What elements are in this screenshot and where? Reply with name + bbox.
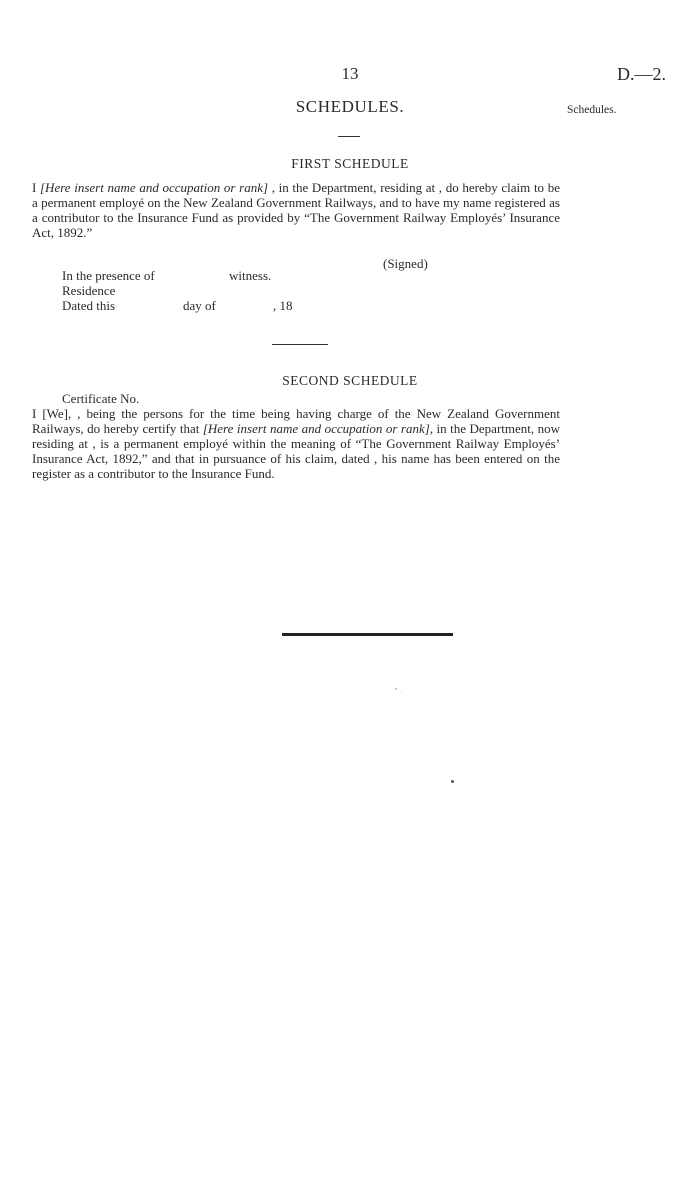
second-schedule-paragraph	[32, 406, 560, 481]
page-title: SCHEDULES.	[295, 97, 405, 116]
second-schedule-heading: SECOND SCHEDULE	[282, 373, 418, 388]
first-schedule-paragraph	[32, 180, 560, 240]
residence-label: Residence	[62, 283, 116, 298]
end-rule	[282, 633, 453, 636]
document-code: D.—2.	[617, 64, 666, 84]
ink-speck	[451, 780, 454, 783]
witness-label: witness.	[229, 268, 272, 283]
day-of-label: day of	[183, 298, 216, 313]
dated-label: Dated this	[62, 298, 116, 313]
ink-speck	[401, 691, 402, 692]
first-schedule-insert-instruction: [Here insert name and occupation or rank]	[40, 180, 269, 195]
second-schedule-text-end: , in the Department, now residing at , is a permanent employé within the meaning of “The Government Railway Employés’ Insurance Act, 1892,” and that in pursuance of his claim, dated , his name has been entered on the register as a contributor to the Insurance Fund.	[32, 421, 560, 481]
page-number: 13	[341, 64, 359, 83]
first-schedule-heading: FIRST SCHEDULE	[291, 156, 409, 171]
margin-note: Schedules.	[567, 104, 617, 116]
signed-label: (Signed)	[383, 256, 428, 271]
schedule-divider	[272, 344, 328, 345]
title-divider	[338, 136, 360, 137]
second-schedule-insert-instruction: [Here insert name and occupation or rank]	[202, 421, 430, 436]
first-schedule-text-start: I	[32, 180, 40, 195]
presence-label: In the presence of	[62, 268, 155, 283]
certificate-label: Certificate No.	[62, 391, 140, 406]
first-schedule-text-end: , in the Department, residing at , do hereby claim to be a permanent employé on the New Zealand Government Railways, and to have my name registered as a contributor to the Insurance Fund as provided by “The Government Railway Employés’ Insurance Act, 1892.”	[32, 180, 560, 240]
ink-speck	[395, 688, 397, 690]
second-schedule-text-start: I [We], , being the persons for the time being having charge of the New Zealand Government Railways, do hereby certify that	[32, 406, 560, 436]
year-label: , 18	[273, 298, 293, 313]
